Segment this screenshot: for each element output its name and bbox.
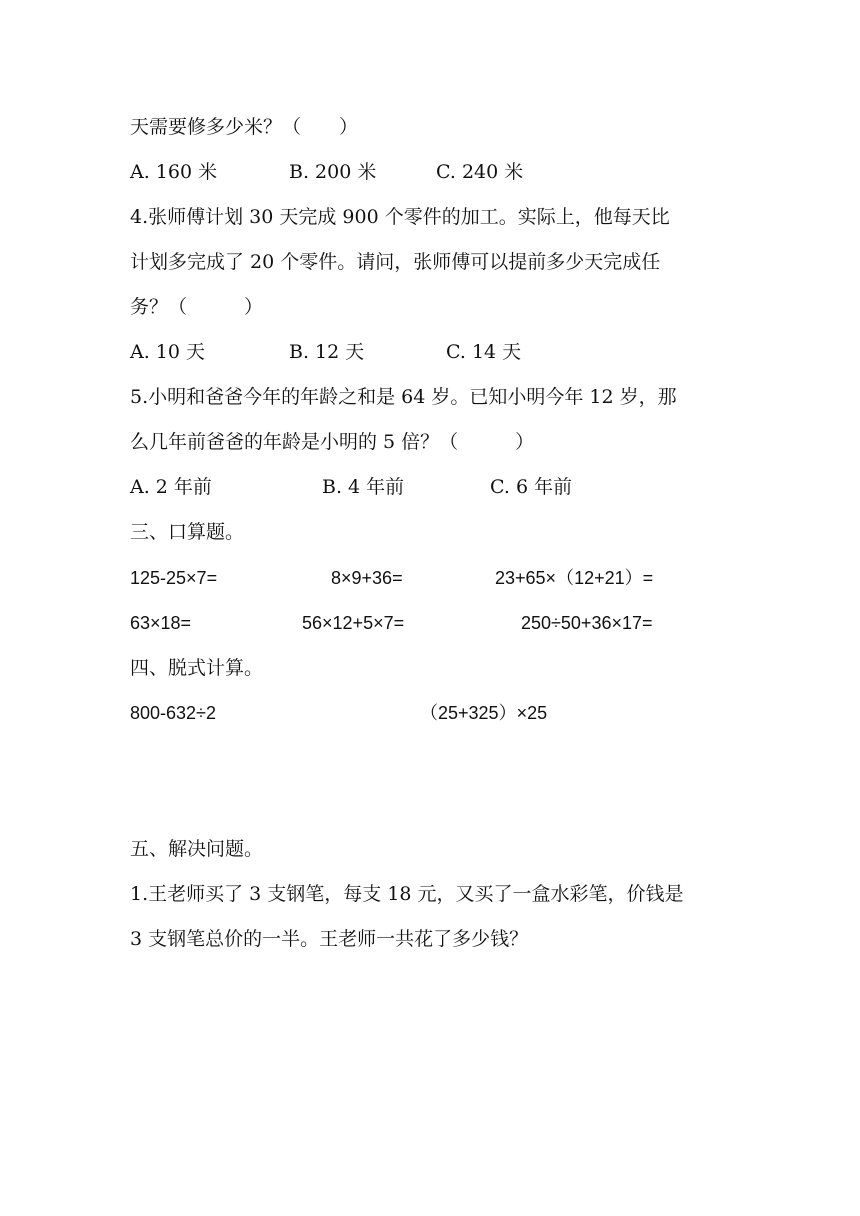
q4-option-b: B. 12 天 (289, 341, 365, 363)
problem-1-line-1: 1.王老师买了 3 支钢笔，每支 18 元，又买了一盒水彩笔，价钱是 (130, 883, 684, 905)
oral-item: 250÷50+36×17= (521, 613, 653, 633)
q5-option-a: A. 2 年前 (130, 476, 212, 498)
question-4-line-3: 务？（ ） (130, 296, 264, 318)
oral-item: 23+65×（12+21）= (495, 568, 654, 588)
q3-option-b: B. 200 米 (289, 161, 377, 183)
oral-item: 8×9+36= (331, 568, 403, 588)
q5-option-c: C. 6 年前 (490, 476, 573, 498)
q4-option-c: C. 14 天 (446, 341, 522, 363)
calc-item: （25+325）×25 (420, 703, 548, 723)
oral-item: 63×18= (130, 613, 192, 633)
question-3-tail: 天需要修多少米？（ ） (130, 116, 359, 138)
oral-item: 56×12+5×7= (302, 613, 405, 633)
q3-option-c: C. 240 米 (436, 161, 524, 183)
problem-1-line-2: 3 支钢笔总价的一半。王老师一共花了多少钱？ (130, 928, 529, 950)
question-5-line-2: 么几年前爸爸的年龄是小明的 5 倍？（ ） (130, 431, 535, 453)
section-4-title: 四、脱式计算。 (130, 657, 264, 679)
q5-option-b: B. 4 年前 (322, 476, 405, 498)
question-5-line-1: 5.小明和爸爸今年的年龄之和是 64 岁。已知小明今年 12 岁，那 (130, 386, 677, 408)
section-5-title: 五、解决问题。 (130, 838, 264, 860)
oral-item: 125-25×7= (130, 568, 218, 588)
question-4-line-1: 4.张师傅计划 30 天完成 900 个零件的加工。实际上，他每天比 (130, 206, 670, 228)
question-4-line-2: 计划多完成了 20 个零件。请问，张师傅可以提前多少天完成任 (130, 251, 661, 273)
section-3-title: 三、口算题。 (130, 521, 245, 543)
calc-item: 800-632÷2 (130, 703, 216, 723)
q3-option-a: A. 160 米 (130, 161, 218, 183)
q4-option-a: A. 10 天 (130, 341, 206, 363)
